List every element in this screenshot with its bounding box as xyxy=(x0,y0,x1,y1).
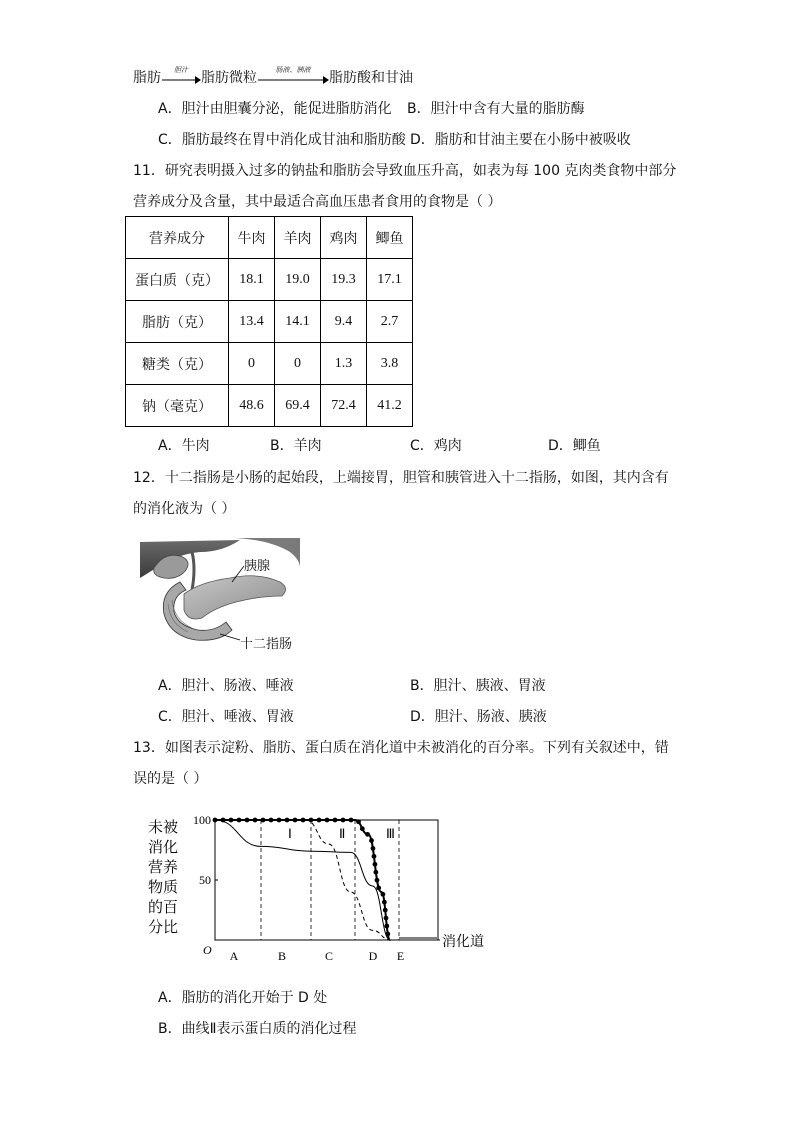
table-header-row xyxy=(126,217,413,259)
table-row xyxy=(126,259,413,301)
table-header-cell: 营养成分 xyxy=(126,217,229,259)
y-axis-label: 的百 xyxy=(148,898,179,916)
table-header-cell: 鸡肉 xyxy=(321,217,367,259)
y-axis-label: 分比 xyxy=(148,918,179,936)
series-point xyxy=(369,838,374,843)
q11-stem-line1: 11．研究表明摄入过多的钠盐和脂肪会导致血压升高，如表为每 100 克肉类食物中部分 xyxy=(133,163,677,179)
series-point xyxy=(325,818,330,823)
series-point xyxy=(245,818,250,823)
y-tick-label: 100 xyxy=(193,813,211,827)
q12-stem-line1: 12．十二指肠是小肠的起始段，上端接胃，胆管和胰管进入十二指肠，如图，其内含有 xyxy=(133,470,669,486)
q11-stem-line2: 营养成分及含量，其中最适合高血压患者食用的食物是（ ） xyxy=(133,194,502,210)
q10-option-d: D．脂肪和甘油主要在小肠中被吸收 xyxy=(410,132,631,148)
q10-arrow2 xyxy=(257,66,329,85)
series-point xyxy=(365,832,370,837)
table-cell: 蛋白质（克） xyxy=(126,259,229,301)
q10-option-c: C．脂肪最终在胃中消化成甘油和脂肪酸 xyxy=(158,132,406,148)
series-point xyxy=(385,932,390,937)
x-category-label: E xyxy=(396,949,405,963)
q12-option-a: A．胆汁、肠液、唾液 xyxy=(158,678,294,694)
series-point xyxy=(384,916,389,921)
q10-equation xyxy=(133,67,413,87)
series-point xyxy=(277,818,282,823)
origin-label: O xyxy=(203,943,212,957)
table-cell: 9.4 xyxy=(321,301,367,343)
series-point xyxy=(317,818,322,823)
series-point xyxy=(371,846,376,851)
series-point xyxy=(269,818,274,823)
series-point xyxy=(285,818,290,823)
series-point xyxy=(360,826,365,831)
table-cell: 0 xyxy=(229,343,275,385)
label-duodenum: 十二指肠 xyxy=(240,637,293,652)
table-cell: 钠（毫克） xyxy=(126,385,229,427)
series-point xyxy=(384,924,389,929)
series-label: Ⅰ xyxy=(288,826,292,841)
x-category-label: B xyxy=(277,949,287,963)
x-category-label: A xyxy=(229,949,239,963)
table-cell: 41.2 xyxy=(367,385,413,427)
q13-option-b: B．曲线Ⅱ表示蛋白质的消化过程 xyxy=(158,1021,357,1037)
series-point xyxy=(293,818,298,823)
table-cell: 19.0 xyxy=(275,259,321,301)
y-axis-label: 营养 xyxy=(148,858,179,876)
table-cell: 3.8 xyxy=(367,343,413,385)
table-cell: 17.1 xyxy=(367,259,413,301)
nutrition-table xyxy=(125,216,413,427)
q11-option-a: A．牛肉 xyxy=(158,438,210,454)
series-point xyxy=(253,818,258,823)
table-header-cell: 鲫鱼 xyxy=(367,217,413,259)
series-point xyxy=(376,886,381,891)
q10-arrow1 xyxy=(161,66,201,85)
q13-stem-line2: 误的是（ ） xyxy=(133,771,208,787)
series-point xyxy=(356,819,361,824)
q12-option-d: D．胆汁、肠液、胰液 xyxy=(410,709,547,725)
table-cell: 69.4 xyxy=(275,385,321,427)
table-header-cell: 羊肉 xyxy=(275,217,321,259)
label-pancreas: 胰腺 xyxy=(244,559,271,574)
series-point xyxy=(383,908,388,913)
y-axis-label: 物质 xyxy=(148,878,179,896)
series-line-2 xyxy=(215,820,390,940)
series-label: Ⅱ xyxy=(339,826,346,841)
table-cell: 48.6 xyxy=(229,385,275,427)
series-point xyxy=(375,878,380,883)
table-row xyxy=(126,343,413,385)
series-point xyxy=(341,818,346,823)
table-cell: 脂肪（克） xyxy=(126,301,229,343)
y-tick-label: 50 xyxy=(199,873,211,887)
table-cell: 2.7 xyxy=(367,301,413,343)
table-cell: 72.4 xyxy=(321,385,367,427)
x-category-label: D xyxy=(368,949,378,963)
series-line-1 xyxy=(215,820,390,940)
q11-option-d: D．鲫鱼 xyxy=(548,438,601,454)
table-cell: 13.4 xyxy=(229,301,275,343)
series-point xyxy=(213,818,218,823)
series-point xyxy=(237,818,242,823)
x-axis-label: 消化道 xyxy=(442,934,484,950)
digestion-chart xyxy=(140,806,500,966)
series-point xyxy=(221,818,226,823)
q10-start: 脂肪 xyxy=(133,70,161,86)
q10-option-b: B．胆汁中含有大量的脂肪酶 xyxy=(407,101,585,117)
table-cell: 0 xyxy=(275,343,321,385)
table-row xyxy=(126,385,413,427)
q13-stem-line1: 13．如图表示淀粉、脂肪、蛋白质在消化道中未被消化的百分率。下列有关叙述中，错 xyxy=(133,740,669,756)
q12-option-b: B．胆汁、胰液、胃液 xyxy=(410,678,546,694)
plot-frame xyxy=(215,820,438,940)
q10-mid: 脂肪微粒 xyxy=(201,70,257,86)
table-header-cell: 牛肉 xyxy=(229,217,275,259)
series-point xyxy=(381,892,386,897)
series-point xyxy=(382,900,387,905)
q12-option-c: C．胆汁、唾液、胃液 xyxy=(158,709,294,725)
table-cell: 18.1 xyxy=(229,259,275,301)
table-cell: 19.3 xyxy=(321,259,367,301)
series-point xyxy=(349,818,354,823)
q10-end: 脂肪酸和甘油 xyxy=(329,70,413,86)
table-cell: 14.1 xyxy=(275,301,321,343)
series-point xyxy=(301,818,306,823)
series-point xyxy=(373,870,378,875)
x-category-label: C xyxy=(324,949,334,963)
table-cell: 1.3 xyxy=(321,343,367,385)
q11-option-b: B．羊肉 xyxy=(270,438,322,454)
q12-stem-line2: 的消化液为（ ） xyxy=(133,501,236,517)
series-label: Ⅲ xyxy=(386,826,395,841)
digestion-chart-svg xyxy=(140,806,500,966)
series-point xyxy=(309,818,314,823)
q10-arrow1-label: 胆汁 xyxy=(174,66,188,74)
q13-option-a: A．脂肪的消化开始于 D 处 xyxy=(158,990,328,1006)
y-axis-label: 消化 xyxy=(148,838,179,856)
series-point xyxy=(372,854,377,859)
series-point xyxy=(333,818,338,823)
q11-option-c: C．鸡肉 xyxy=(410,438,462,454)
table-row xyxy=(126,301,413,343)
q10-option-a: A．胆汁由胆囊分泌，能促进脂肪消化 xyxy=(158,101,392,117)
series-point xyxy=(261,818,266,823)
series-point xyxy=(373,862,378,867)
y-axis-label: 未被 xyxy=(148,818,179,836)
series-line-3 xyxy=(215,820,390,940)
series-point xyxy=(229,818,234,823)
table-cell: 糖类（克） xyxy=(126,343,229,385)
q10-arrow2-label: 肠液、胰液 xyxy=(275,66,311,74)
